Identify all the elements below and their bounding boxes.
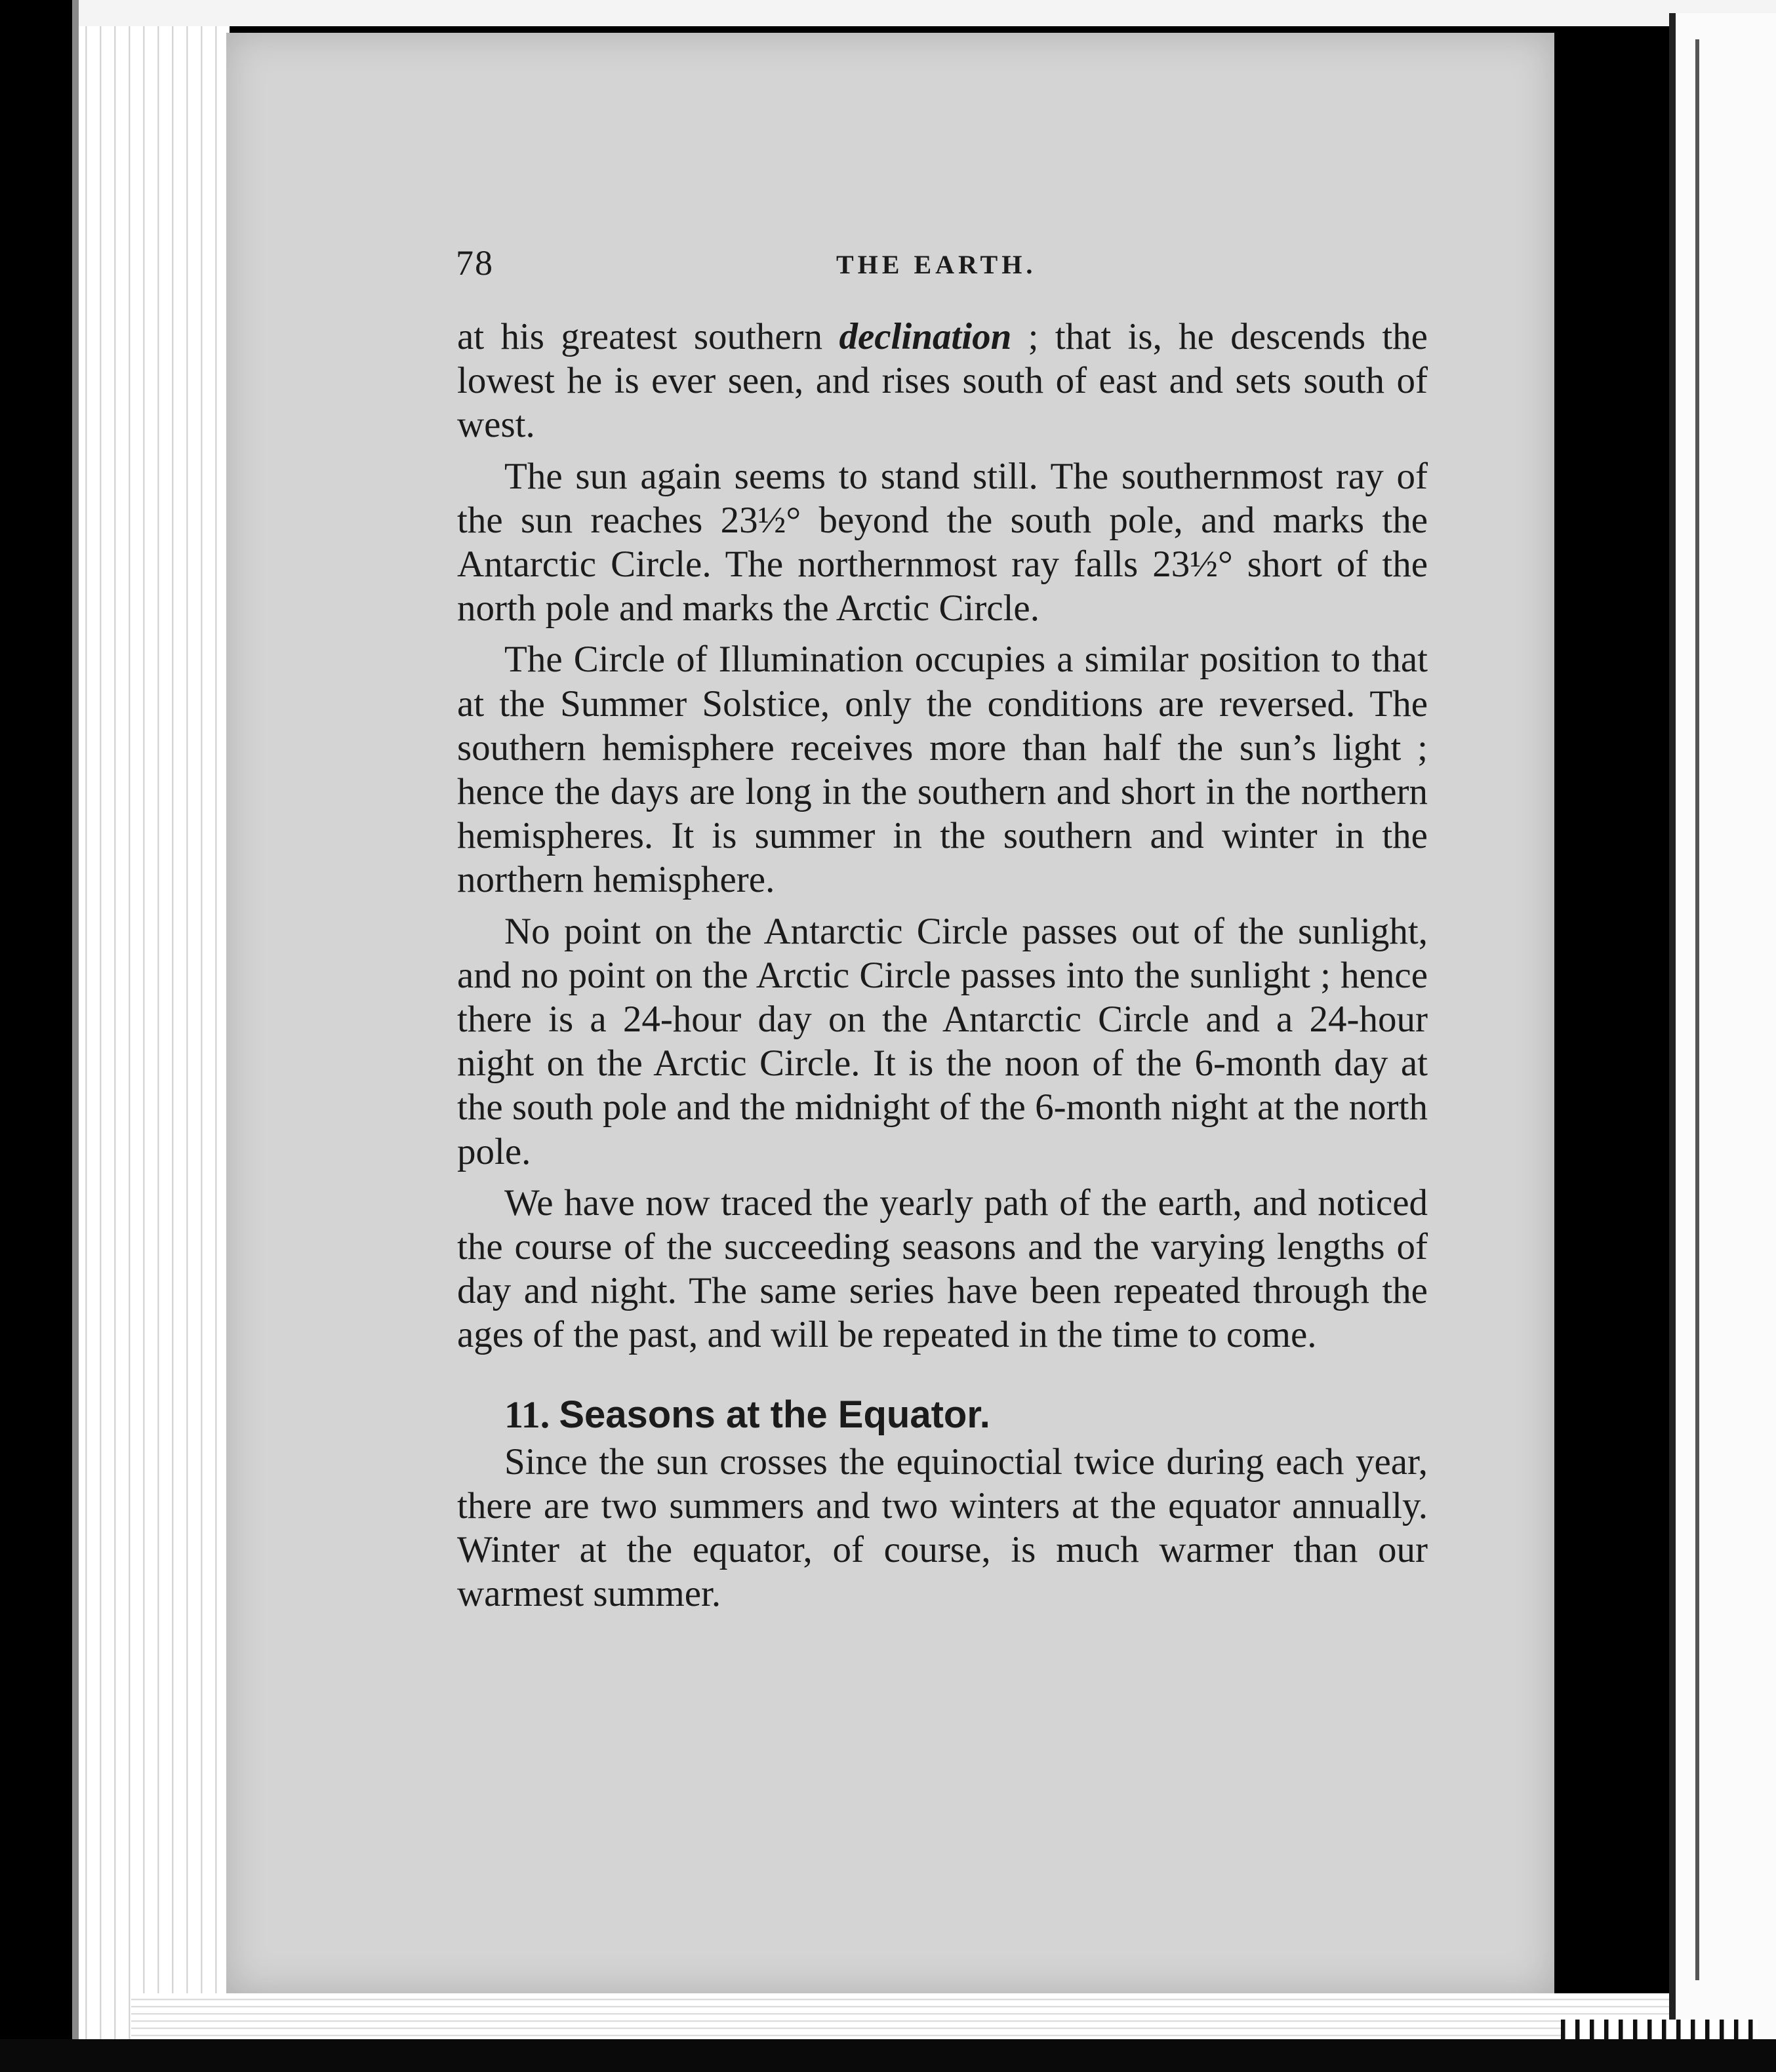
paragraph-1-start: at his greatest southern [457, 316, 839, 357]
section-number: 11. [504, 1393, 550, 1436]
facing-page-gutter-line [1695, 39, 1699, 1980]
page-edge-specks [1561, 2020, 1758, 2039]
section-title: Seasons at the Equator. [559, 1393, 990, 1436]
facing-page-edge [1669, 13, 1776, 2039]
italic-term-declination: declination [839, 316, 1012, 357]
paragraph-5: We have now traced the yearly path of the earth, and noticed the course of the succeeding seasons and the varying lengths of day and night. The same series have been repeated through the ages of the past, and will be repeated in the time to come. [457, 1182, 1428, 1356]
running-head: THE EARTH. [836, 250, 1037, 279]
book-page [226, 33, 1554, 1993]
page-number: 78 [456, 243, 494, 283]
paragraph-2: The sun again seems to stand still. The southernmost ray of the sun reaches 23½° beyond the south pole, and marks the Antarctic Circle. The northernmost ray falls 23½° short of the north pole and marks the Arctic Circle. [457, 455, 1428, 629]
section-paragraph-1: Since the sun crosses the equinoctial twice during each year, there are two summers and two winters at the equator annually. Winter at the equator, of course, is much warmer than our warmest summer. [457, 1441, 1428, 1615]
section-heading [457, 1391, 1428, 1439]
paragraph-3: The Circle of Illumination occupies a similar position to that at the Summer Solstice, only the conditions are reversed. The southern hemisphere receives more than half the sun’s light ; hence the days are long in the southern and short in the northern hemispheres. It is summer in the southern and winter in the northern hemisphere. [457, 639, 1428, 901]
page-text [457, 315, 1428, 1623]
paragraph-1-end: ; that is, he descends the lowest he is ever seen, and rises south of east and sets south of west. [457, 316, 1428, 446]
scan-top-border [79, 0, 1776, 26]
book-left-page-edges [79, 0, 230, 2039]
book-bottom-page-edges [131, 1993, 1705, 2039]
scan-bottom-border [0, 2039, 1776, 2072]
paragraph-4: No point on the Antarctic Circle passes out of the sunlight, and no point on the Arctic Circle passes into the sunlight ; hence there is a 24-hour day on the Antarctic Circle and a 24-hour night on the Arctic Circle. It is the noon of the 6-month day at the south pole and the midnight of the 6-month night at the north pole. [457, 910, 1428, 1172]
paragraph-1 [457, 315, 1428, 447]
